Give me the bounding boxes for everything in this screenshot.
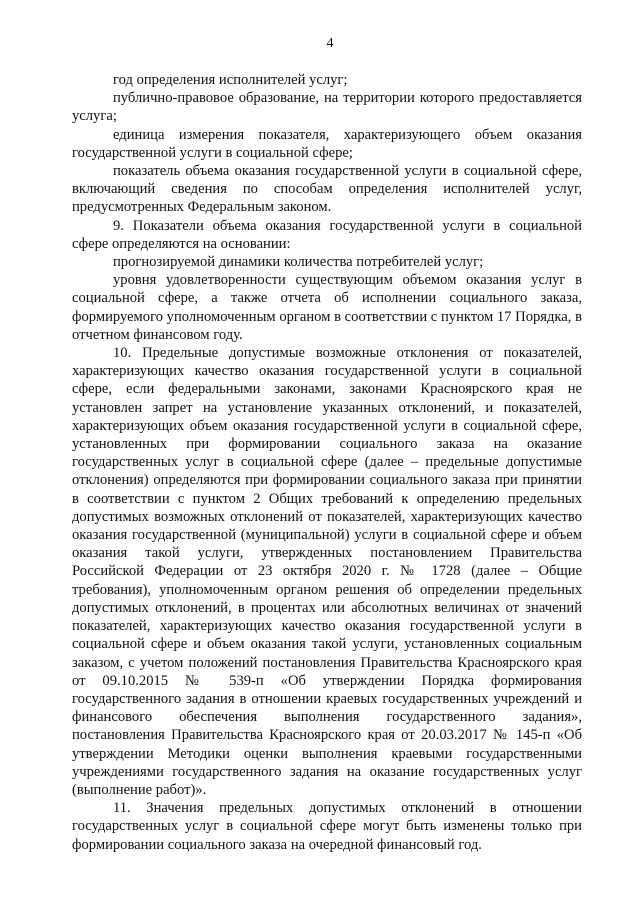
page-number: 4 <box>326 36 334 51</box>
paragraph-unit-of-measure: единица измерения показателя, характеризующего объем оказания государственной услуги в социальной сфере; <box>72 126 582 161</box>
paragraph-item-9: 9. Показатели объема оказания государственной услуги в социальной сфере определяются на основании: <box>72 217 582 252</box>
paragraph-year-of-determination: год определения исполнителей услуг; <box>113 72 348 88</box>
paragraph-volume-indicator: показатель объема оказания государственной услуги в социальной сфере, включающий сведения по способам определения исполнителей услуг, предусмотренных Федеральным законом. <box>72 163 582 216</box>
paragraph-public-entity: публично-правовое образование, на территории которого предоставляется услуга; <box>72 90 582 125</box>
document-body <box>72 71 582 854</box>
paragraph-item-11: 11. Значения предельных допустимых отклонений в отношении государственных услуг в социальной сфере могут быть изменены только при формировании социального заказа на очередной финансовый год. <box>72 800 582 853</box>
paragraph-forecast-dynamics: прогнозируемой динамики количества потребителей услуг; <box>113 254 484 271</box>
paragraph-item-10: 10. Предельные допустимые возможные отклонения от показателей, характеризующих качество оказания государственной услуги в социальной сфере, если федеральными законами, законами Красноярского края не установлен запрет на установление указанных отклонений, и показателей, характеризующих объем оказания государственной услуги в социальной сфере, установленных при формировании социального заказа на оказание государственных услуг в социальной сфере (далее – предельные допустимые отклонения) определяются при формировании социального заказа при принятии в соответствии с пунктом 2 Общих требований к определению предельных допустимых возможных отклонений от показателей, характеризующих качество оказания государственной (муниципальной) услуги в социальной сфере и объем оказания такой услуги, утвержденных постановлением Правительства Российской Федерации от 23 октября 2020 г. № 1728 (далее – Общие требования), уполномоченным органом решения об определении предельных допустимых отклонений, в процентах или абсолютных величинах от значений показателей, характеризующих качество оказания государственной услуги в социальной сфере и объем оказания такой услуги, установленных социальным заказом, с учетом положений постановления Правительства Красноярского края от 09.10.2015 № 539-п «Об утверждении Порядка формирования государственного задания в отношении краевых государственных учреждений и финансового обеспечения выполнения государственного задания», постановления Правительства Красноярского края от 20.03.2017 № 145-п «Об утверждении Методики оценки выполнения краевыми государственными учреждениями государственного задания на оказание государственных услуг (выполнение работ)». <box>72 345 582 798</box>
paragraph-satisfaction-level: уровня удовлетворенности существующим объемом оказания услуг в социальной сфере, а также отчета об исполнении социального заказа, формируемого уполномоченным органом в соответствии с пунктом 17 Порядка, в отчетном финансовом году. <box>72 272 582 343</box>
